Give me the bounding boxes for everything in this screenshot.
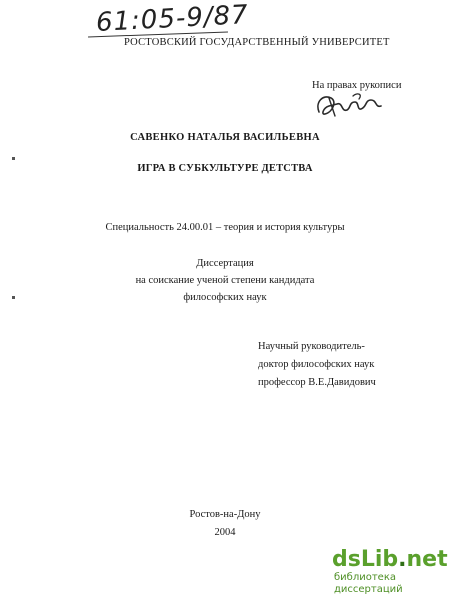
watermark-brand-main: dsLib [332,547,399,572]
scan-mark [12,296,15,299]
supervisor-line-2: доктор философских наук [258,359,375,370]
degree-line-3: философских наук [183,292,267,303]
supervisor-block [258,338,376,392]
supervisor-line-3: профессор В.Е.Давидович [258,377,376,388]
scan-mark [12,157,15,160]
watermark-subtitle: библиотека диссертаций [334,572,403,595]
supervisor-line-1: Научный руководитель- [258,341,365,352]
author-name: САВЕНКО НАТАЛЬЯ ВАСИЛЬЕВНА [130,132,320,143]
city: Ростов-на-Дону [189,509,261,520]
manuscript-rights-note: На правах рукописи [312,80,402,91]
degree-line-2: на соискание ученой степени кандидата [135,275,315,286]
university-name: РОСТОВСКИЙ ГОСУДАРСТВЕННЫЙ УНИВЕРСИТЕТ [124,37,390,48]
watermark-logo [332,547,448,572]
watermark-brand-dot: . [398,547,407,572]
dissertation-title: ИГРА В СУБКУЛЬТУРЕ ДЕТСТВА [137,163,313,174]
handwritten-shelfmark: 61:05-9/87 [95,0,250,38]
specialty-line: Специальность 24.00.01 – теория и история культуры [105,222,345,233]
handwritten-signature [313,90,385,124]
year: 2004 [214,527,236,538]
watermark-brand-tld: net [406,547,448,572]
degree-line-1: Диссертация [196,258,254,269]
degree-statement [0,255,450,306]
dslib-watermark[interactable] [332,547,448,596]
